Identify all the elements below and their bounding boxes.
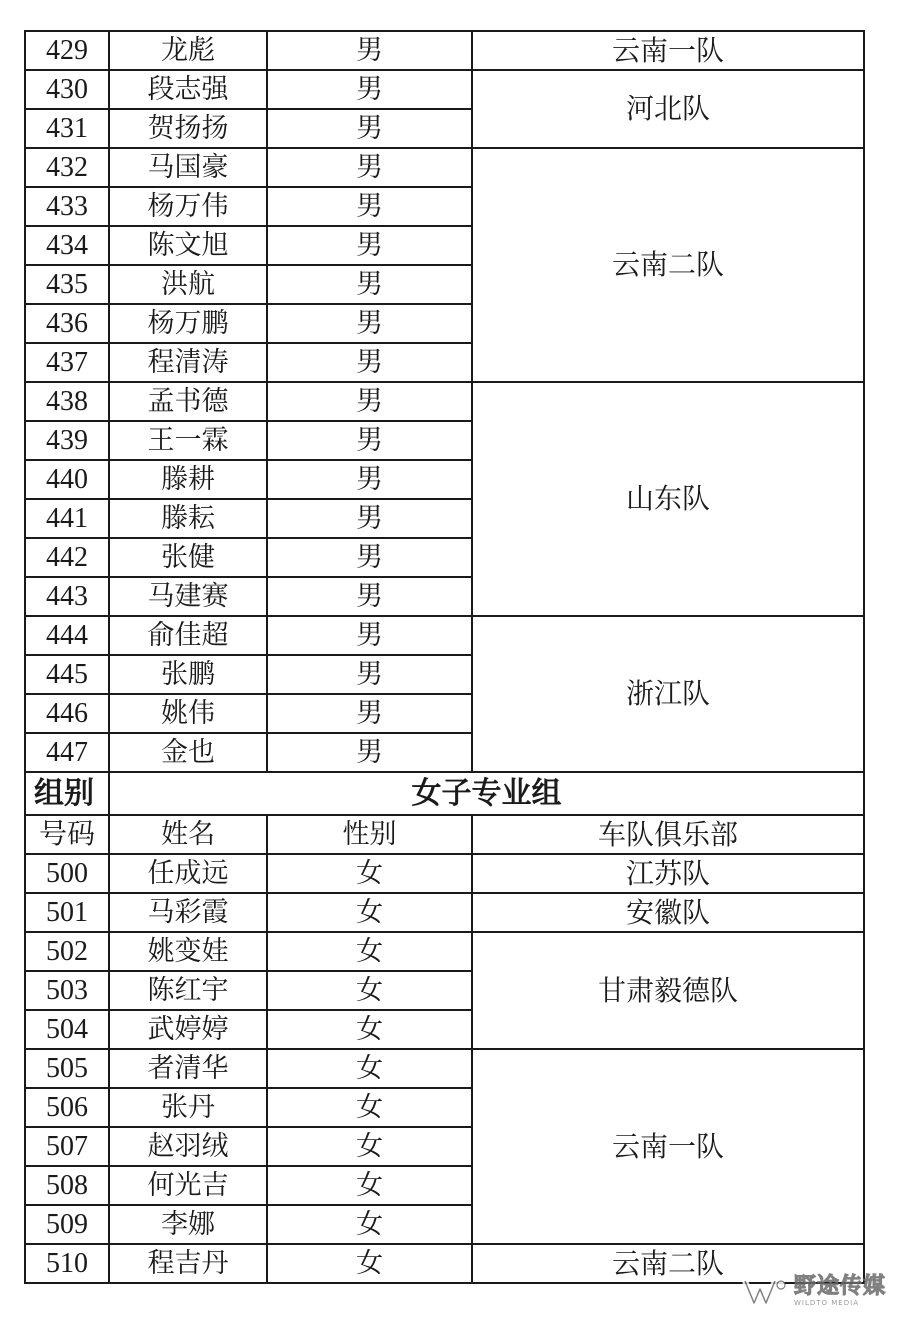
rider-gender: 女 bbox=[267, 1127, 472, 1166]
rider-number: 443 bbox=[25, 577, 109, 616]
rider-name: 马彩霞 bbox=[109, 893, 267, 932]
table-row bbox=[25, 1049, 864, 1088]
rider-number: 502 bbox=[25, 932, 109, 971]
rider-number: 435 bbox=[25, 265, 109, 304]
rider-gender: 男 bbox=[267, 577, 472, 616]
rider-gender: 男 bbox=[267, 421, 472, 460]
rider-gender: 男 bbox=[267, 70, 472, 109]
rider-number: 510 bbox=[25, 1244, 109, 1283]
rider-gender: 女 bbox=[267, 1049, 472, 1088]
rider-gender: 男 bbox=[267, 655, 472, 694]
rider-number: 505 bbox=[25, 1049, 109, 1088]
rider-name: 王一霖 bbox=[109, 421, 267, 460]
column-header-number: 号码 bbox=[25, 815, 109, 854]
rider-number: 431 bbox=[25, 109, 109, 148]
rider-number: 503 bbox=[25, 971, 109, 1010]
rider-gender: 女 bbox=[267, 971, 472, 1010]
rider-gender: 女 bbox=[267, 1088, 472, 1127]
team-name: 河北队 bbox=[472, 70, 864, 148]
rider-gender: 男 bbox=[267, 109, 472, 148]
rider-number: 441 bbox=[25, 499, 109, 538]
table-row bbox=[25, 893, 864, 932]
rider-gender: 女 bbox=[267, 1010, 472, 1049]
rider-name: 何光吉 bbox=[109, 1166, 267, 1205]
rider-number: 506 bbox=[25, 1088, 109, 1127]
rider-number: 500 bbox=[25, 854, 109, 893]
rider-number: 439 bbox=[25, 421, 109, 460]
rider-name: 陈红宇 bbox=[109, 971, 267, 1010]
rider-name: 金也 bbox=[109, 733, 267, 772]
group-title: 女子专业组 bbox=[109, 772, 864, 815]
rider-gender: 男 bbox=[267, 148, 472, 187]
rider-name: 段志强 bbox=[109, 70, 267, 109]
rider-number: 509 bbox=[25, 1205, 109, 1244]
team-name: 甘肃毅德队 bbox=[472, 932, 864, 1049]
rider-gender: 男 bbox=[267, 694, 472, 733]
rider-number: 508 bbox=[25, 1166, 109, 1205]
rider-name: 滕耘 bbox=[109, 499, 267, 538]
rider-number: 429 bbox=[25, 31, 109, 70]
rider-name: 洪航 bbox=[109, 265, 267, 304]
rider-name: 贺扬扬 bbox=[109, 109, 267, 148]
group-header-row bbox=[25, 772, 864, 815]
team-name: 江苏队 bbox=[472, 854, 864, 893]
rider-number: 433 bbox=[25, 187, 109, 226]
wildto-logo-icon bbox=[742, 1277, 788, 1307]
rider-name: 张鹏 bbox=[109, 655, 267, 694]
table-row bbox=[25, 31, 864, 70]
rider-gender: 男 bbox=[267, 31, 472, 70]
table-row bbox=[25, 382, 864, 421]
rider-name: 者清华 bbox=[109, 1049, 267, 1088]
rider-name: 赵羽绒 bbox=[109, 1127, 267, 1166]
rider-name: 程清涛 bbox=[109, 343, 267, 382]
rider-gender: 男 bbox=[267, 616, 472, 655]
rider-name: 马国豪 bbox=[109, 148, 267, 187]
rider-number: 438 bbox=[25, 382, 109, 421]
rider-name: 姚变娃 bbox=[109, 932, 267, 971]
rider-gender: 男 bbox=[267, 343, 472, 382]
rider-name: 龙彪 bbox=[109, 31, 267, 70]
rider-number: 436 bbox=[25, 304, 109, 343]
rider-number: 434 bbox=[25, 226, 109, 265]
table-row bbox=[25, 616, 864, 655]
rider-number: 445 bbox=[25, 655, 109, 694]
rider-gender: 女 bbox=[267, 1244, 472, 1283]
rider-gender: 男 bbox=[267, 499, 472, 538]
rider-gender: 女 bbox=[267, 1166, 472, 1205]
rider-gender: 女 bbox=[267, 932, 472, 971]
rider-number: 444 bbox=[25, 616, 109, 655]
watermark-brand-en: WILDTO MEDIA bbox=[793, 1299, 859, 1307]
column-header-name: 姓名 bbox=[109, 815, 267, 854]
rider-number: 442 bbox=[25, 538, 109, 577]
watermark-brand-cn: 野途传媒 bbox=[793, 1274, 886, 1299]
team-name: 浙江队 bbox=[472, 616, 864, 772]
rider-number: 501 bbox=[25, 893, 109, 932]
watermark-text bbox=[794, 1276, 886, 1307]
rider-name: 张健 bbox=[109, 538, 267, 577]
rider-name: 武婷婷 bbox=[109, 1010, 267, 1049]
rider-gender: 男 bbox=[267, 460, 472, 499]
rider-name: 孟书德 bbox=[109, 382, 267, 421]
rider-name: 陈文旭 bbox=[109, 226, 267, 265]
rider-name: 俞佳超 bbox=[109, 616, 267, 655]
rider-name: 李娜 bbox=[109, 1205, 267, 1244]
rider-name: 姚伟 bbox=[109, 694, 267, 733]
rider-number: 430 bbox=[25, 70, 109, 109]
rider-gender: 男 bbox=[267, 187, 472, 226]
rider-number: 440 bbox=[25, 460, 109, 499]
rider-gender: 女 bbox=[267, 1205, 472, 1244]
rider-name: 程吉丹 bbox=[109, 1244, 267, 1283]
rider-name: 任成远 bbox=[109, 854, 267, 893]
team-name: 云南一队 bbox=[472, 1049, 864, 1244]
team-name: 安徽队 bbox=[472, 893, 864, 932]
table-row bbox=[25, 70, 864, 109]
column-header-gender: 性别 bbox=[267, 815, 472, 854]
column-header-team: 车队俱乐部 bbox=[472, 815, 864, 854]
rider-number: 504 bbox=[25, 1010, 109, 1049]
rider-gender: 男 bbox=[267, 265, 472, 304]
watermark bbox=[742, 1276, 886, 1307]
table-row bbox=[25, 932, 864, 971]
table-row bbox=[25, 1244, 864, 1283]
rider-gender: 女 bbox=[267, 854, 472, 893]
rider-gender: 女 bbox=[267, 893, 472, 932]
rider-gender: 男 bbox=[267, 538, 472, 577]
rider-name: 马建赛 bbox=[109, 577, 267, 616]
rider-number: 446 bbox=[25, 694, 109, 733]
team-name: 云南二队 bbox=[472, 1244, 864, 1283]
rider-number: 447 bbox=[25, 733, 109, 772]
rider-number: 437 bbox=[25, 343, 109, 382]
column-header-row bbox=[25, 815, 864, 854]
team-name: 山东队 bbox=[472, 382, 864, 616]
rider-name: 杨万伟 bbox=[109, 187, 267, 226]
rider-name: 杨万鹏 bbox=[109, 304, 267, 343]
registration-table-wrapper bbox=[24, 30, 865, 1284]
rider-name: 滕耕 bbox=[109, 460, 267, 499]
rider-name: 张丹 bbox=[109, 1088, 267, 1127]
table-row bbox=[25, 854, 864, 893]
rider-gender: 男 bbox=[267, 226, 472, 265]
rider-gender: 男 bbox=[267, 304, 472, 343]
rider-number: 507 bbox=[25, 1127, 109, 1166]
rider-gender: 男 bbox=[267, 382, 472, 421]
rider-gender: 男 bbox=[267, 733, 472, 772]
registration-table bbox=[24, 30, 865, 1284]
table-row bbox=[25, 148, 864, 187]
team-name: 云南二队 bbox=[472, 148, 864, 382]
team-name: 云南一队 bbox=[472, 31, 864, 70]
rider-number: 432 bbox=[25, 148, 109, 187]
group-label: 组别 bbox=[25, 772, 109, 815]
